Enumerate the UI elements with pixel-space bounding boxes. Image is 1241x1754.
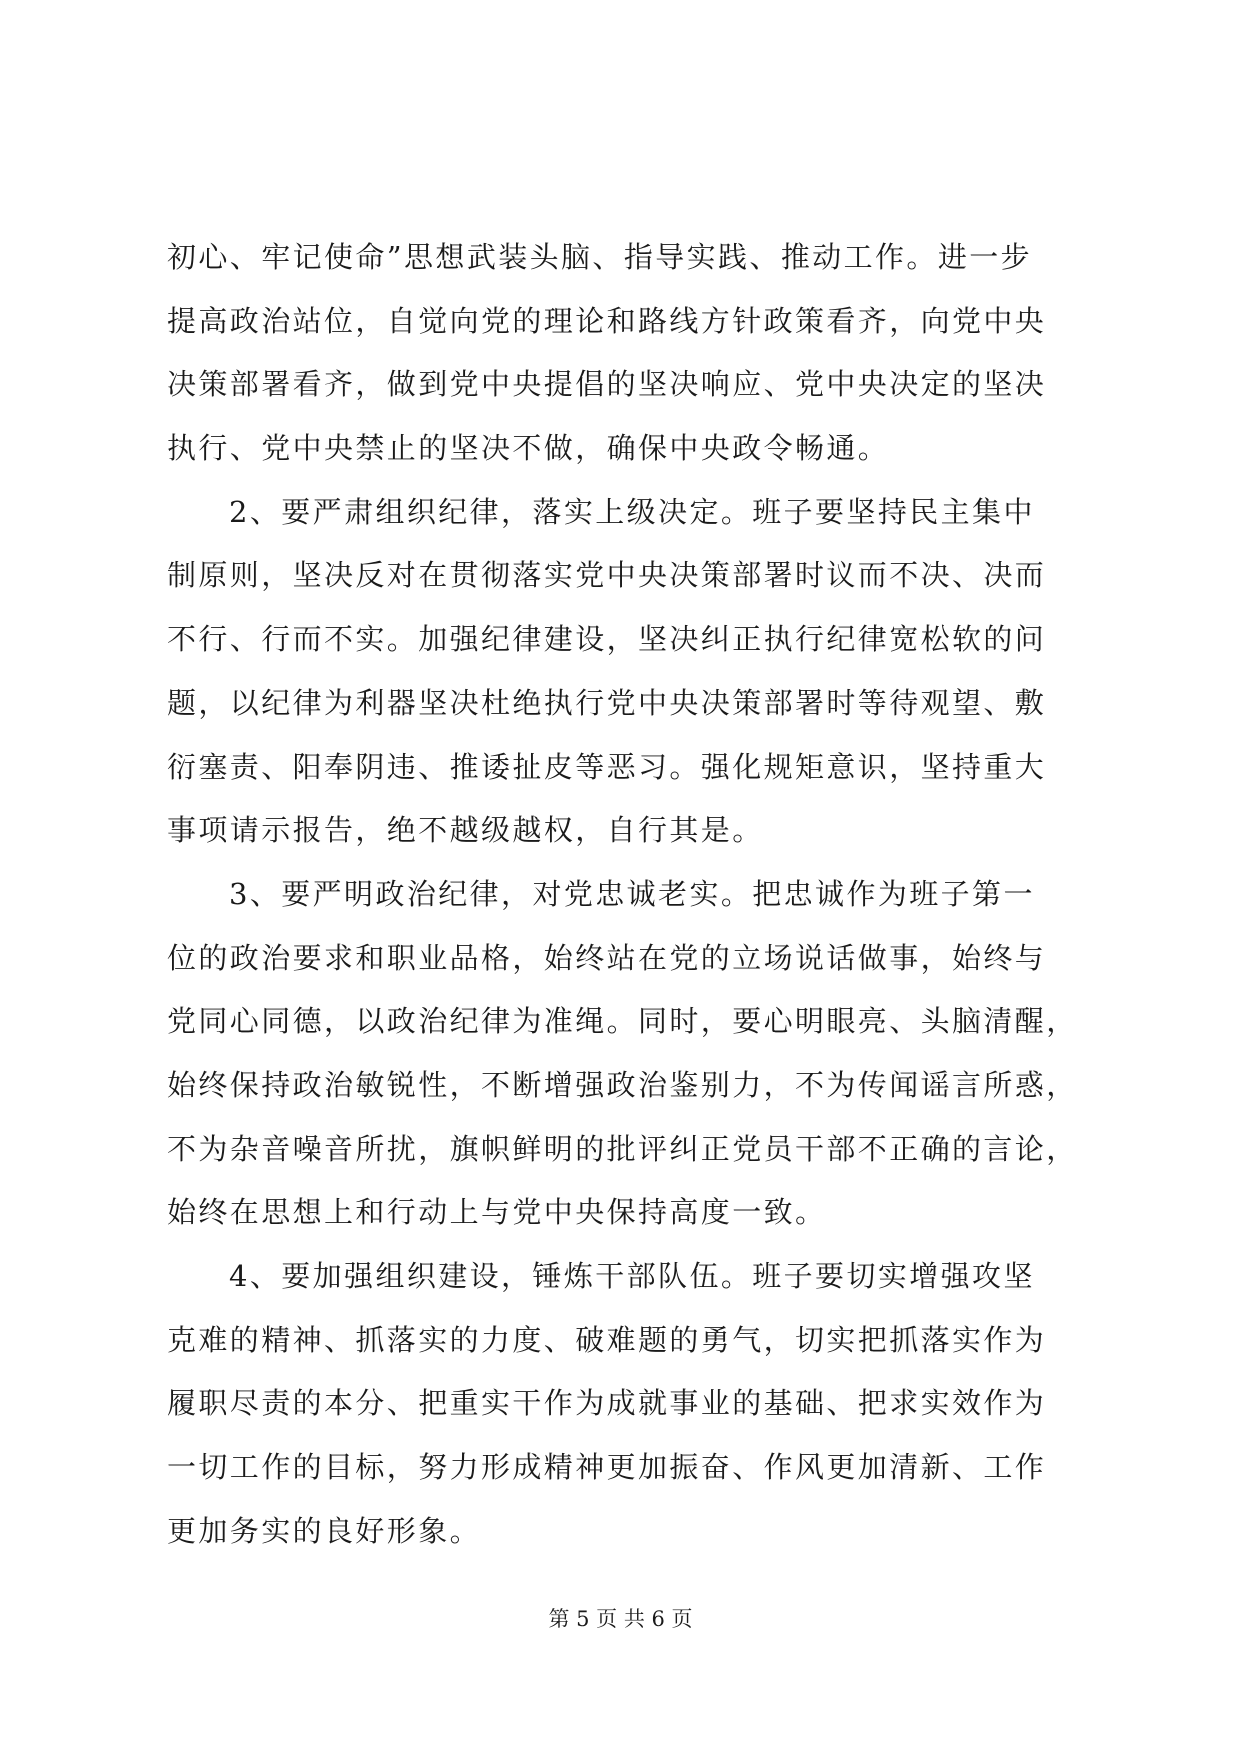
text-line: 位的政治要求和职业品格，始终站在党的立场说话做事，始终与 <box>167 940 1047 975</box>
text-line: 初心、牢记使命”思想武装头脑、指导实践、推动工作。进一步 <box>167 240 1033 274</box>
text-line: 更加务实的良好形象。 <box>167 1513 482 1548</box>
paragraph-4-first-line: 4、要加强组织建设，锤炼干部队伍。班子要切实增强攻坚 <box>229 1259 1035 1293</box>
text-line: 执行、党中央禁止的坚决不做，确保中央政令畅通。 <box>167 431 890 466</box>
text-line: 不行、行而不实。加强纪律建设，坚决纠正执行纪律宽松软的问 <box>167 622 1047 657</box>
text-line: 始终在思想上和行动上与党中央保持高度一致。 <box>167 1195 827 1230</box>
paragraph-2-first-line: 2、要严肃组织纪律，落实上级决定。班子要坚持民主集中 <box>229 494 1035 529</box>
text-line: 党同心同德，以政治纪律为准绳。同时，要心明眼亮、头脑清醒， <box>167 1004 1078 1039</box>
paragraph-3-first-line: 3、要严明政治纪律，对党忠诚老实。把忠诚作为班子第一 <box>229 876 1035 911</box>
page-number-footer: 第 5 页 共 6 页 <box>548 1607 693 1631</box>
text-line: 始终保持政治敏锐性，不断增强政治鉴别力，不为传闻谣言所惑， <box>167 1067 1078 1102</box>
text-line: 履职尽责的本分、把重实干作为成就事业的基础、把求实效作为 <box>167 1386 1047 1421</box>
text-line: 提高政治站位，自觉向党的理论和路线方针政策看齐，向党中央 <box>167 303 1047 338</box>
text-line: 一切工作的目标，努力形成精神更加振奋、作风更加清新、工作 <box>167 1450 1047 1485</box>
document-body <box>167 226 1078 1563</box>
text-line: 克难的精神、抓落实的力度、破难题的勇气，切实把抓落实作为 <box>167 1322 1047 1357</box>
text-line: 事项请示报告，绝不越级越权，自行其是。 <box>167 813 764 848</box>
text-line: 衍塞责、阳奉阴违、推诿扯皮等恶习。强化规矩意识，坚持重大 <box>167 749 1047 784</box>
text-line: 题，以纪律为利器坚决杜绝执行党中央决策部署时等待观望、敷 <box>167 685 1047 720</box>
text-line: 制原则，坚决反对在贯彻落实党中央决策部署时议而不决、决而 <box>167 558 1047 593</box>
text-line: 不为杂音噪音所扰，旗帜鲜明的批评纠正党员干部不正确的言论， <box>167 1131 1078 1166</box>
text-line: 决策部署看齐，做到党中央提倡的坚决响应、党中央决定的坚决 <box>167 367 1047 402</box>
